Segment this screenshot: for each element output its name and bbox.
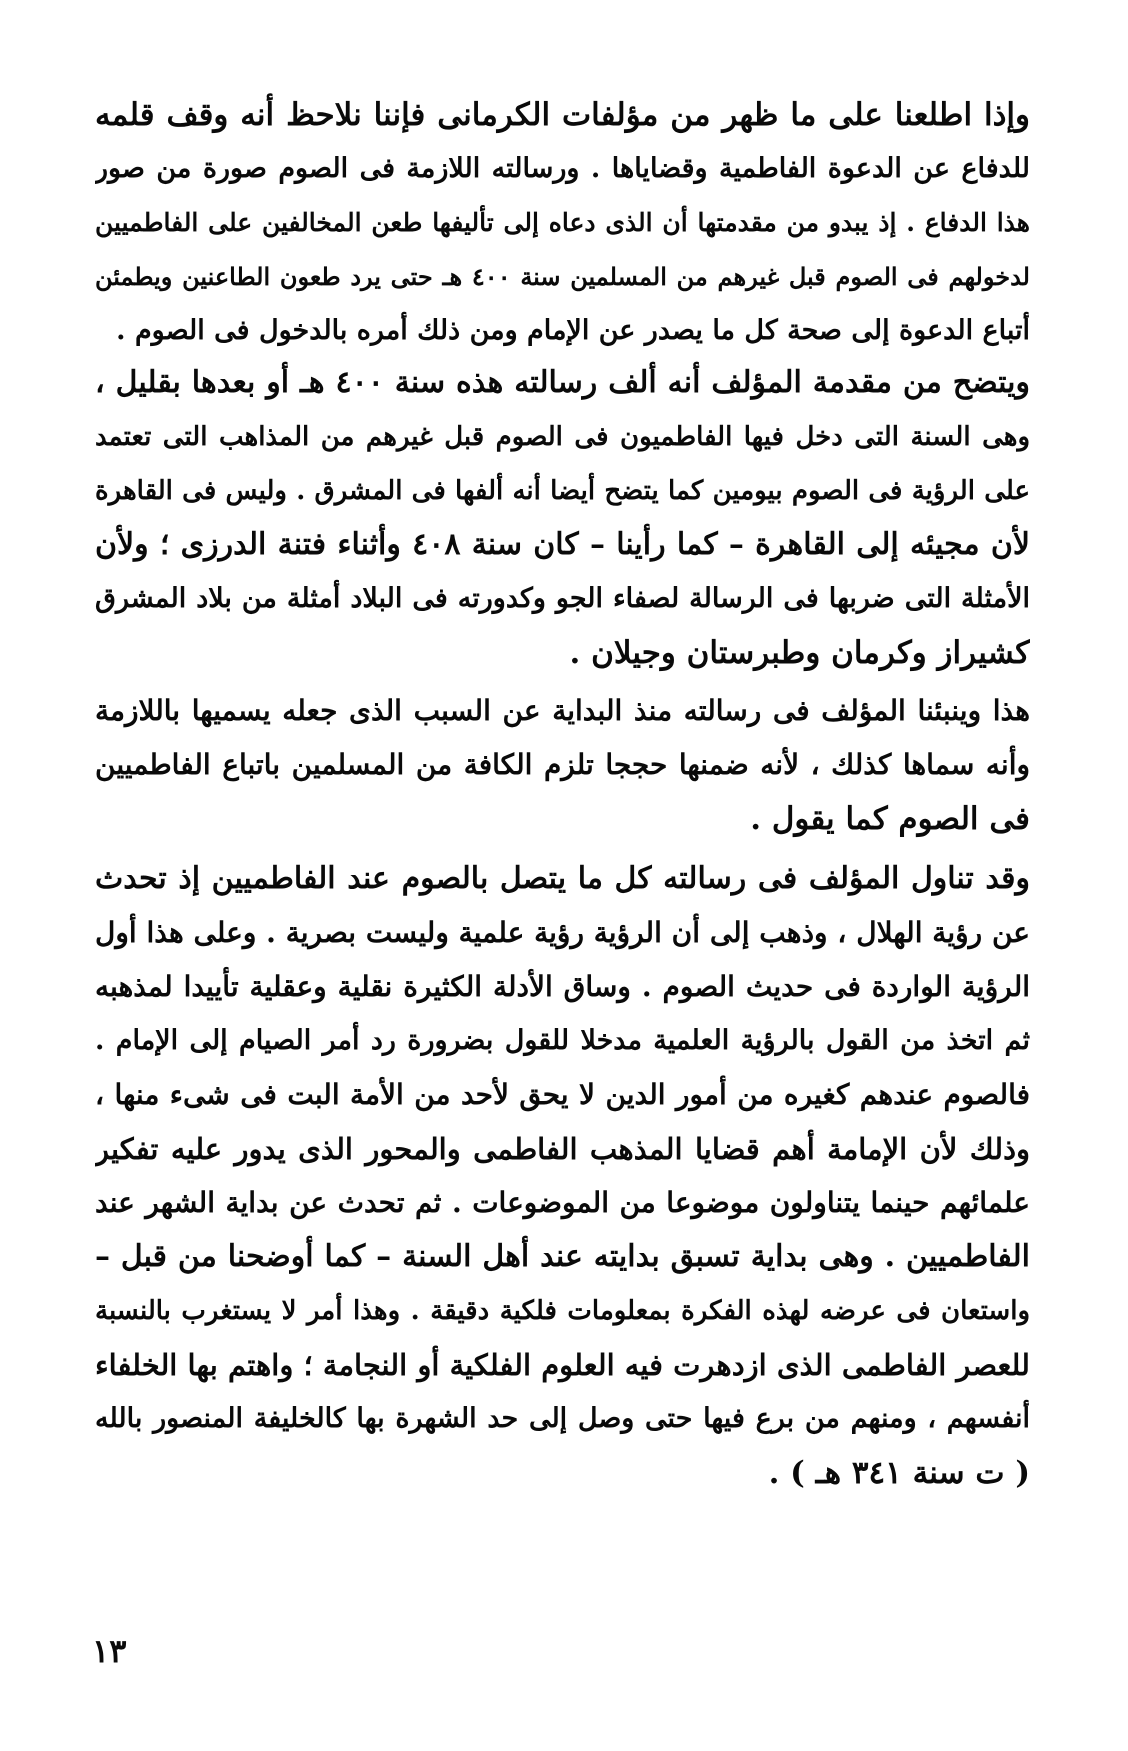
text-line: وإذا اطلعنا على ما ظهر من مؤلفات الكرمانى فإننا نلاحظ أنه وقف قلمه <box>95 97 1030 133</box>
text-line: ويتضح من مقدمة المؤلف أنه ألف رسالته هذه سنة ٤٠٠ هـ أو بعدها بقليل ، <box>95 365 1030 400</box>
paragraph-4 <box>95 852 1030 1500</box>
text-line: وذلك لأن الإمامة أهم قضايا المذهب الفاطمى والمحور الذى يدور عليه تفكير <box>95 1132 1030 1166</box>
text-line: أتباع الدعوة إلى صحة كل ما يصدر عن الإمام ومن ذلك أمره بالدخول فى الصوم . <box>116 315 1030 346</box>
text-line: لأن مجيئه إلى القاهرة – كما رأينا – كان سنة ٤٠٨ وأثناء فتنة الدرزى ؛ ولأن <box>95 527 1030 562</box>
text-line: وهى السنة التى دخل فيها الفاطميون فى الصوم قبل غيرهم من المذاهب التى تعتمد <box>95 422 1030 452</box>
text-line: هذا وينبئنا المؤلف فى رسالته منذ البداية عن السبب الذى جعله يسميها باللازمة <box>95 694 1030 727</box>
text-line: للدفاع عن الدعوة الفاطمية وقضاياها . ورسالته اللازمة فى الصوم صورة من صور <box>95 153 1030 184</box>
text-line: على الرؤية فى الصوم بيومين كما يتضح أيضا أنه ألفها فى المشرق . وليس فى القاهرة <box>95 476 1030 506</box>
text-line: الفاطميين . وهى بداية تسبق بدايته عند أهل السنة – كما أوضحنا من قبل – <box>95 1239 1030 1274</box>
text-line: الرؤية الواردة فى حديث الصوم . وساق الأدلة الكثيرة نقلية وعقلية تأييدا لمذهبه <box>95 970 1030 1003</box>
text-line: ( ت سنة ٣٤١ هـ ) . <box>768 1455 1030 1491</box>
text-line: واستعان فى عرضه لهذه الفكرة بمعلومات فلكية دقيقة . وهذا أمر لا يستغرب بالنسبة <box>95 1296 1030 1326</box>
text-line: ثم اتخذ من القول بالرؤية العلمية مدخلا للقول بضرورة رد أمر الصيام إلى الإمام . <box>95 1025 1030 1056</box>
text-line: فى الصوم كما يقول . <box>750 801 1030 837</box>
text-line: للعصر الفاطمى الذى ازدهرت فيه العلوم الفلكية أو النجامة ؛ واهتم بها الخلفاء <box>95 1348 1030 1382</box>
paragraph-2 <box>95 356 1030 680</box>
text-line: لدخولهم فى الصوم قبل غيرهم من المسلمين سنة ٤٠٠ هـ حتى يرد طعون الطاعنين ويطمئن <box>95 262 1030 291</box>
text-line: علمائهم حينما يتناولون موضوعا من الموضوعات . ثم تحدث عن بداية الشهر عند <box>95 1186 1030 1219</box>
page-number: ١٣ <box>92 1632 127 1670</box>
text-line: عن رؤية الهلال ، وذهب إلى أن الرؤية رؤية علمية وليست بصرية . وعلى هذا أول <box>95 916 1030 949</box>
text-line: أنفسهم ، ومنهم من برع فيها حتى وصل إلى حد الشهرة بها كالخليفة المنصور بالله <box>95 1403 1030 1434</box>
text-line: وأنه سماها كذلك ، لأنه ضمنها حججا تلزم الكافة من المسلمين باتباع الفاطميين <box>95 748 1030 781</box>
paragraph-3 <box>95 684 1030 846</box>
text-line: الأمثلة التى ضربها فى الرسالة لصفاء الجو وكدورته فى البلاد أمثلة من بلاد المشرق <box>95 583 1030 614</box>
text-line: هذا الدفاع . إذ يبدو من مقدمتها أن الذى دعاه إلى تأليفها طعن المخالفين على الفاطميين <box>95 208 1030 237</box>
text-line: وقد تناول المؤلف فى رسالته كل ما يتصل بالصوم عند الفاطميين إذ تحدث <box>95 861 1030 896</box>
paragraph-1 <box>95 88 1030 358</box>
text-line: كشيراز وكرمان وطبرستان وجيلان . <box>569 635 1030 671</box>
text-line: فالصوم عندهم كغيره من أمور الدين لا يحق لأحد من الأمة البت فى شىء منها ، <box>95 1078 1030 1111</box>
